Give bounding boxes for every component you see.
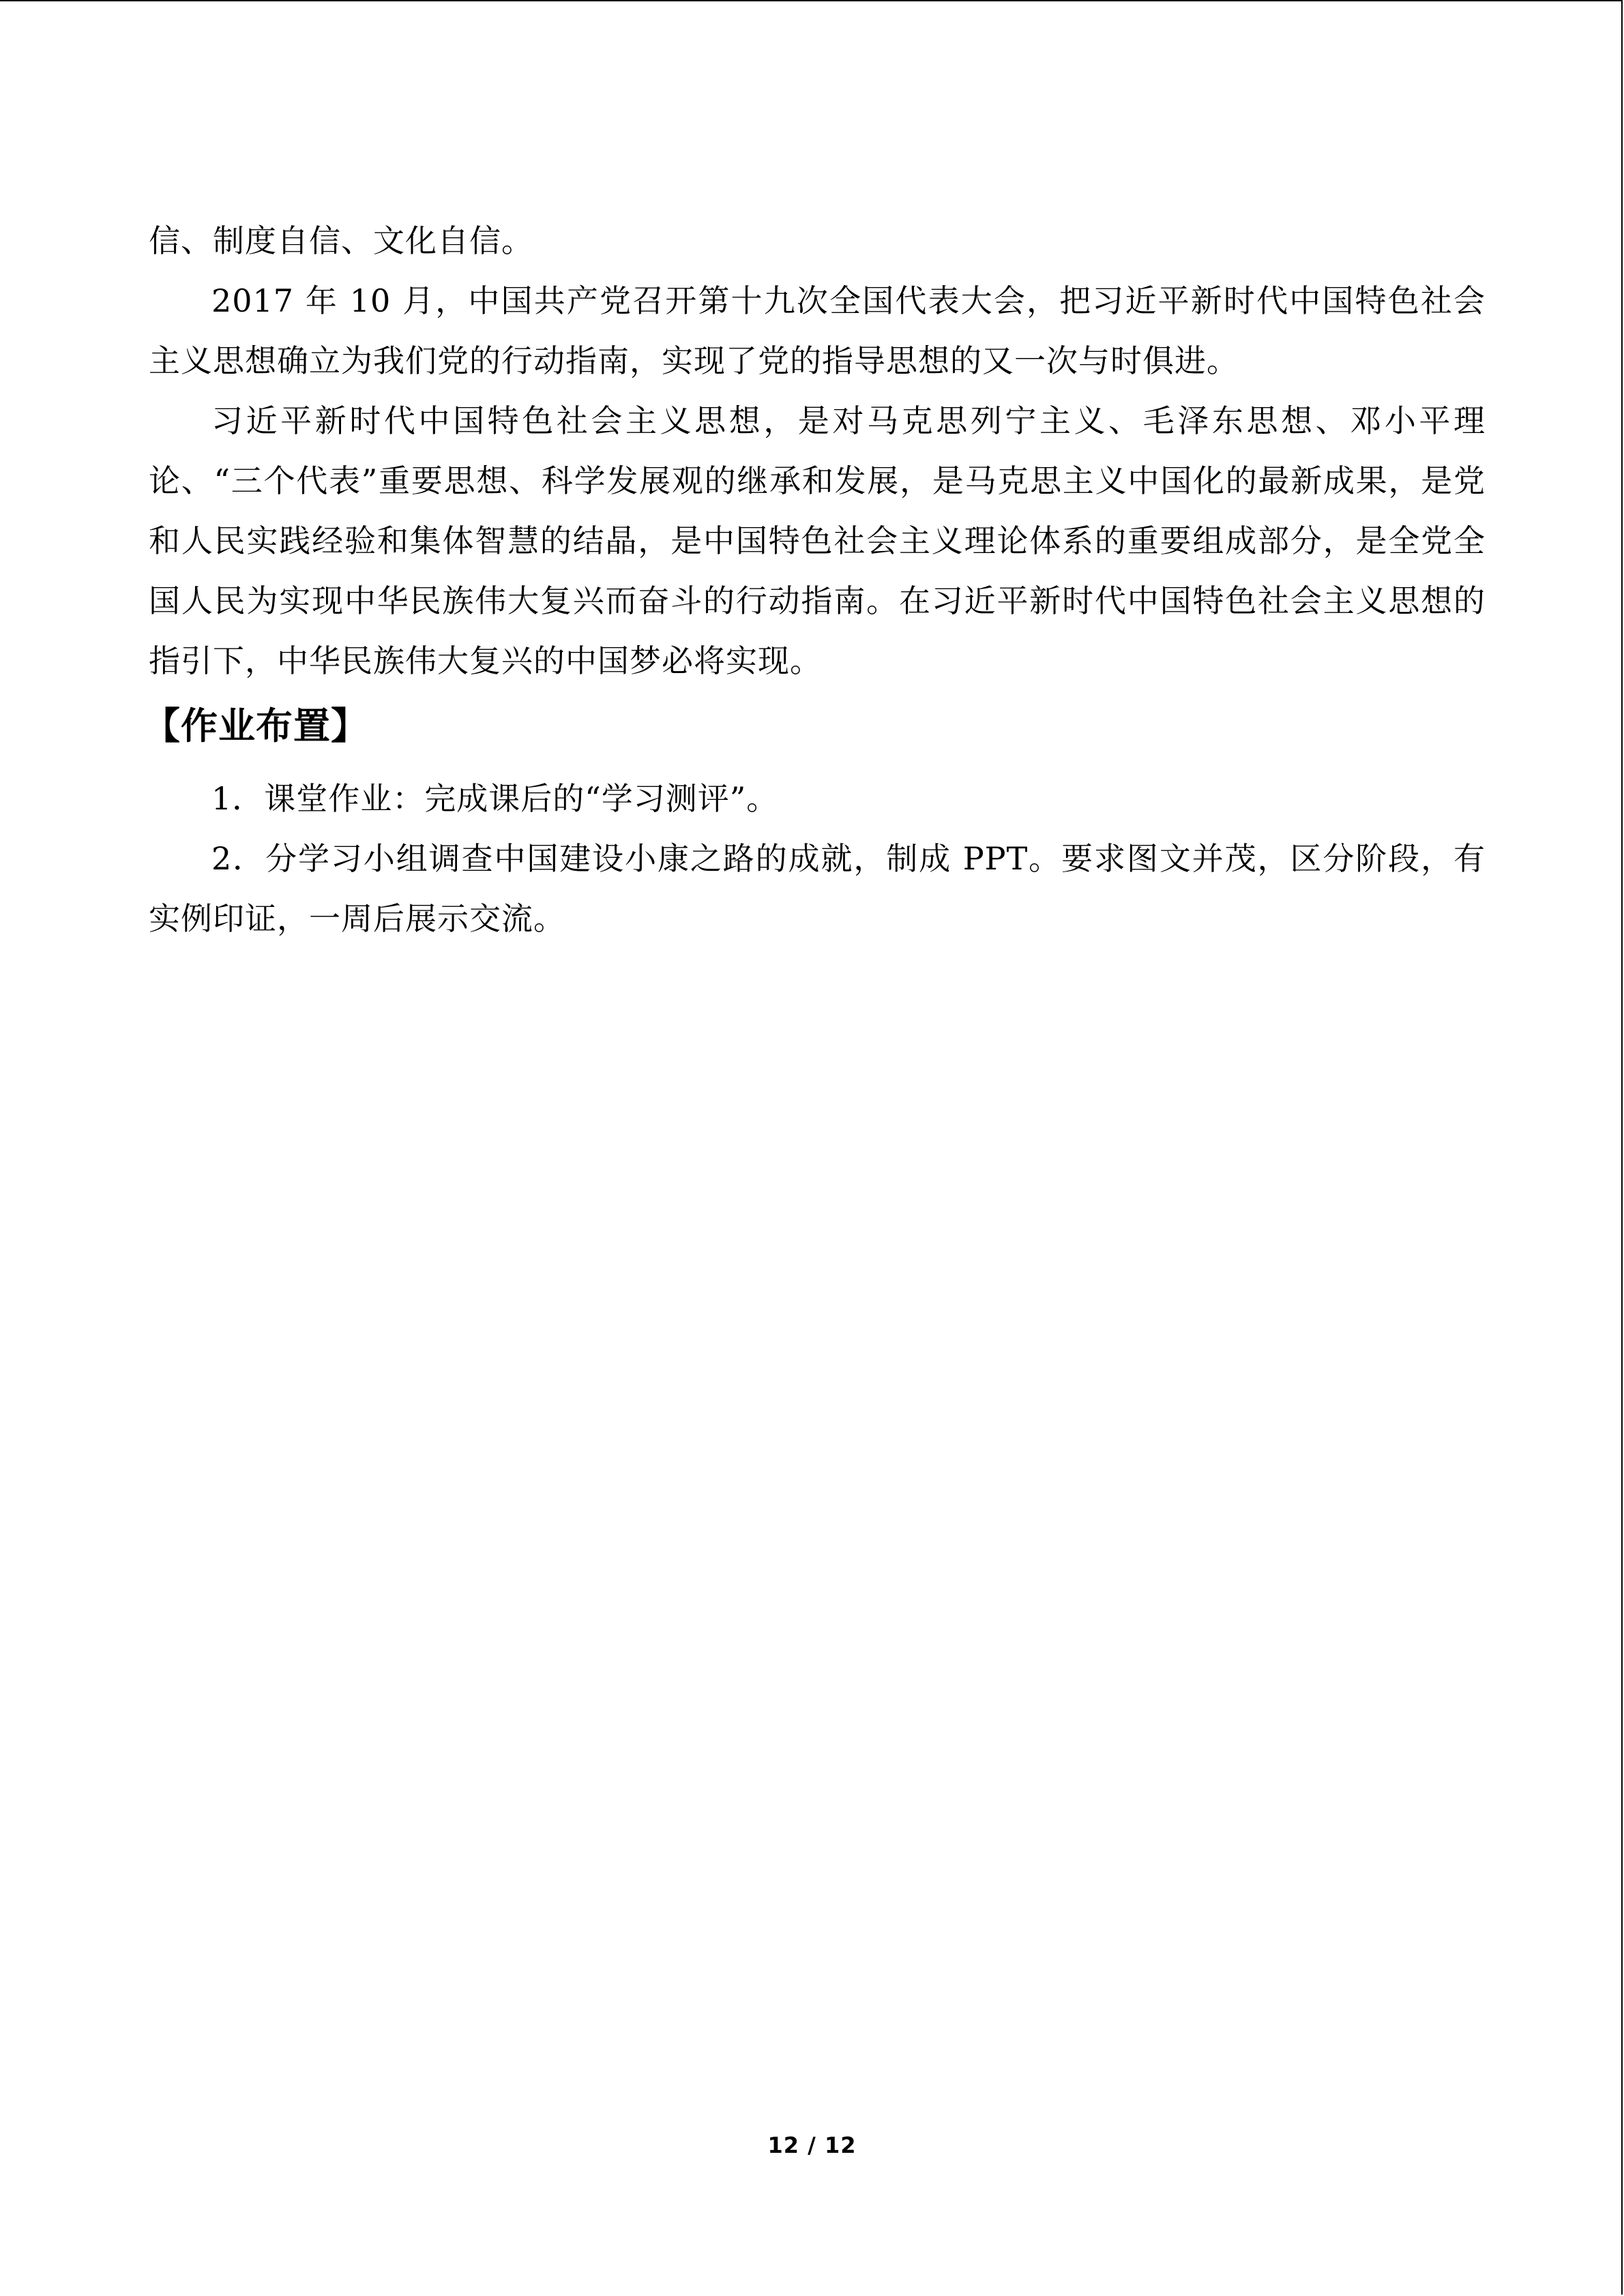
paragraph-xi-thought: 习近平新时代中国特色社会主义思想，是对马克思列宁主义、毛泽东思想、邓小平理论、“三个代表”重要思想、科学发展观的继承和发展，是马克思主义中国化的最新成果，是党和人民实践经验和集体智慧的结晶，是中国特色社会主义理论体系的重要组成部分，是全党全国人民为实现中华民族伟大复兴而奋斗的行动指南。在习近平新时代中国特色社会主义思想的指引下，中华民族伟大复兴的中国梦必将实现。 [149, 402, 1486, 679]
homework-item-2: 2．分学习小组调查中国建设小康之路的成就，制成 PPT。要求图文并茂，区分阶段，有实例印证，一周后展示交流。 [149, 840, 1486, 937]
document-body [143, 211, 1486, 949]
homework-item-1: 1．课堂作业：完成课后的“学习测评”。 [211, 780, 779, 817]
section-heading-homework: 【作业布置】 [143, 704, 368, 747]
page-number: 12 / 12 [767, 2132, 857, 2158]
paragraph-continuation: 信、制度自信、文化自信。 [149, 222, 533, 259]
paragraph-nineteenth-congress: 2017 年 10 月，中国共产党召开第十九次全国代表大会，把习近平新时代中国特色社会主义思想确立为我们党的行动指南，实现了党的指导思想的又一次与时俱进。 [149, 282, 1486, 379]
